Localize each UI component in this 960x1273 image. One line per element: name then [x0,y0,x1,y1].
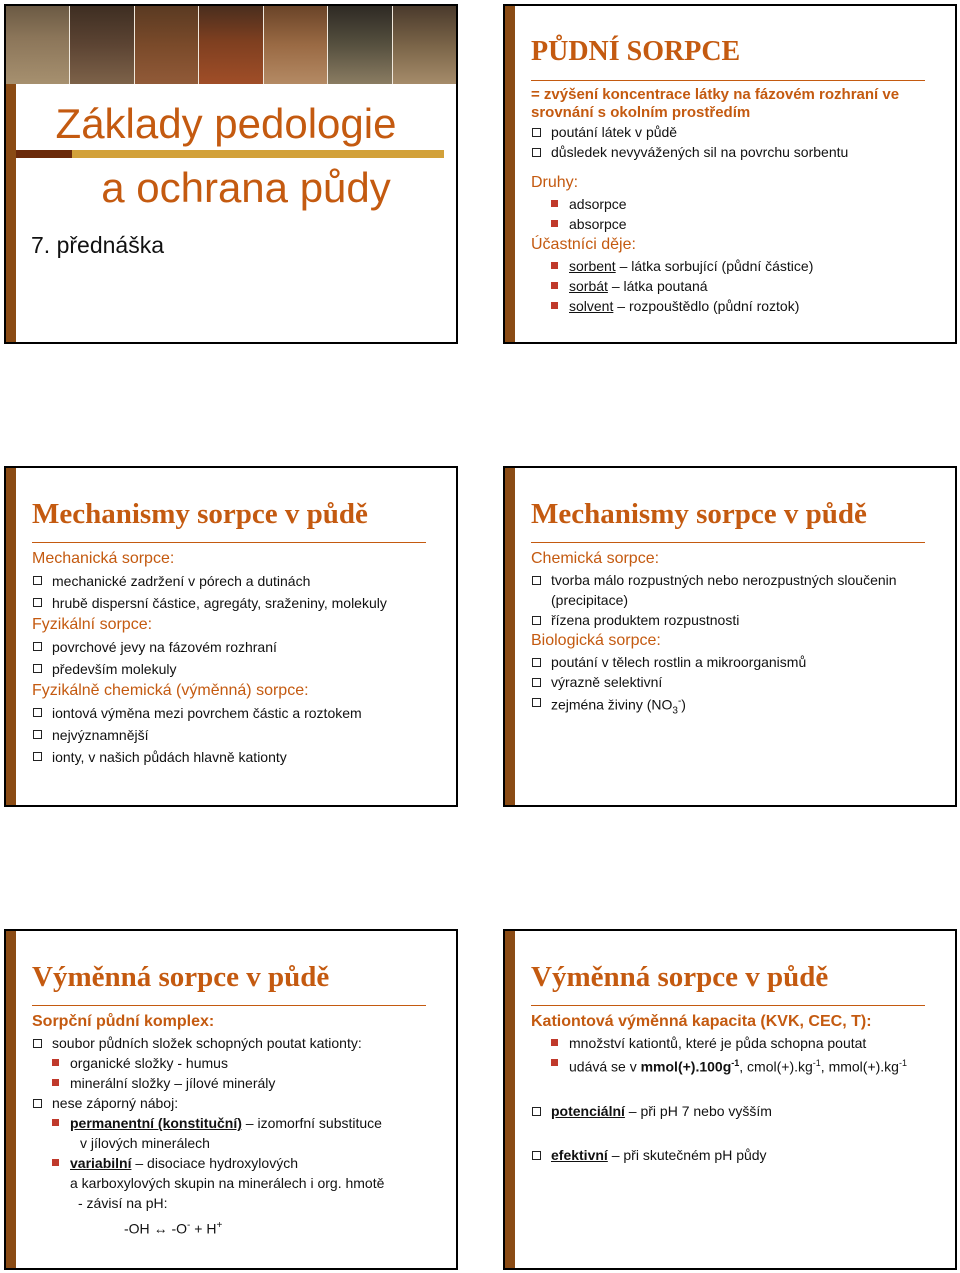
bullet: iontová výměna mezi povrchem částic a roztokem [32,702,448,724]
bullet: ionty, v našich půdách hlavně kationty [32,746,448,768]
side-strip [6,931,16,1268]
title-bar-dark [16,150,72,158]
sub-bullet: variabilní – disociace hydroxylových [32,1153,448,1173]
section-heading: Biologická sorpce: [531,632,661,649]
sub-bullet: udává se v $mmol(+).100g^{-1}$, $cmol(+).kg^{-1}$, $mmol(+).kg^{-1}$ [531,1053,947,1077]
bullet: hrubě dispersní částice, agregáty, sraženiny, molekuly [32,592,448,614]
side-strip [505,468,515,805]
sub-bullet: minerální složky – jílové minerály [32,1073,448,1093]
bullet: důsledek nevyvážených sil na povrchu sorbentu [531,142,947,162]
term: sorbát [569,278,608,294]
slide-title: PŮDNÍ SORPCE [531,36,741,67]
term: solvent [569,298,614,314]
participants-heading: Účastníci děje: [531,236,636,253]
slide-title: Mechanismy sorpce v půdě [32,498,368,530]
types-heading: Druhy: [531,174,579,191]
slide-title [4,4,458,344]
bullet: především molekuly [32,658,448,680]
slide-soil-sorption [503,4,957,344]
section-heading: Chemická sorpce: [531,550,660,567]
lecture-number: 7. přednáška [31,232,164,258]
slide-exchange-sorption-2 [503,929,957,1270]
term: sorbent [569,258,616,274]
title-line-1: Základy pedologie [55,100,397,147]
slide-exchange-sorption-1 [4,929,458,1270]
title-underline [531,80,925,81]
equation: -OH ↔ -O- + H+ [124,1220,223,1237]
sub-bullet: množství kationtů, které je půda schopna poutat [531,1033,947,1053]
section-heading: Fyzikální sorpce: [32,616,153,633]
bullet: poutání v tělech rostlin a mikroorganismů [531,652,947,672]
bullet: efektivní – při skutečném pH půdy [531,1145,947,1165]
bullet: nejvýznamnější [32,724,448,746]
slide-mechanisms-1 [4,466,458,807]
side-strip [6,468,16,805]
title-bar-gold [72,150,444,158]
bullet: mechanické zadržení v pórech a dutinách [32,570,448,592]
bullet: výrazně selektivní [531,672,947,692]
sub-bullet: organické složky - humus [32,1053,448,1073]
section-heading: Fyzikálně chemická (výměnná) sorpce: [32,682,309,699]
title-line-2: a ochrana půdy [101,164,391,211]
participant-item: sorbát – látka poutaná [531,276,947,296]
bullet: tvorba málo rozpustných nebo nerozpustných sloučenin (precipitace) [531,570,947,610]
slide-title: Mechanismy sorpce v půdě [531,498,867,530]
slide-title: Výměnná sorpce v půdě [32,961,330,993]
bullet: soubor půdních složek schopných poutat kationty: [32,1033,448,1053]
definition: = zvýšení koncentrace látky na fázovém rozhraní ve srovnání s okolním prostředím [531,86,900,121]
title-underline [32,542,426,543]
title-underline [531,1005,925,1006]
bullet: zejména živiny $(NO_3^-)$ [531,692,947,721]
sub-bullet-continued: - závisí na pH: [78,1195,168,1211]
section-heading: Kationtová výměnná kapacita (KVK, CEC, T): [531,1013,872,1030]
type-item: absorpce [531,214,947,234]
section-heading: Mechanická sorpce: [32,550,175,567]
side-strip [505,931,515,1268]
sub-bullet-continued: v jílových minerálech [80,1135,210,1151]
bullet: poutání látek v půdě [531,122,947,142]
soil-profile-photos [6,6,456,84]
bullet: nese záporný náboj: [32,1093,448,1113]
title-underline [32,1005,426,1006]
bullet: řízena produktem rozpustnosti [531,610,947,630]
bullet: povrchové jevy na fázovém rozhraní [32,636,448,658]
sub-bullet: permanentní (konstituční) – izomorfní substituce [32,1113,448,1133]
type-item: adsorpce [531,194,947,214]
sub-bullet-continued: a karboxylových skupin na minerálech i org. hmotě [70,1175,385,1191]
slide-title: Výměnná sorpce v půdě [531,961,829,993]
side-strip [505,6,515,342]
participant-item: sorbent – látka sorbující (půdní částice) [531,256,947,276]
title-underline [531,542,925,543]
section-heading: Sorpční půdní komplex: [32,1013,215,1030]
slide-mechanisms-2 [503,466,957,807]
bullet: potenciální – při pH 7 nebo vyšším [531,1101,947,1121]
participant-item: solvent – rozpouštědlo (půdní roztok) [531,296,947,316]
